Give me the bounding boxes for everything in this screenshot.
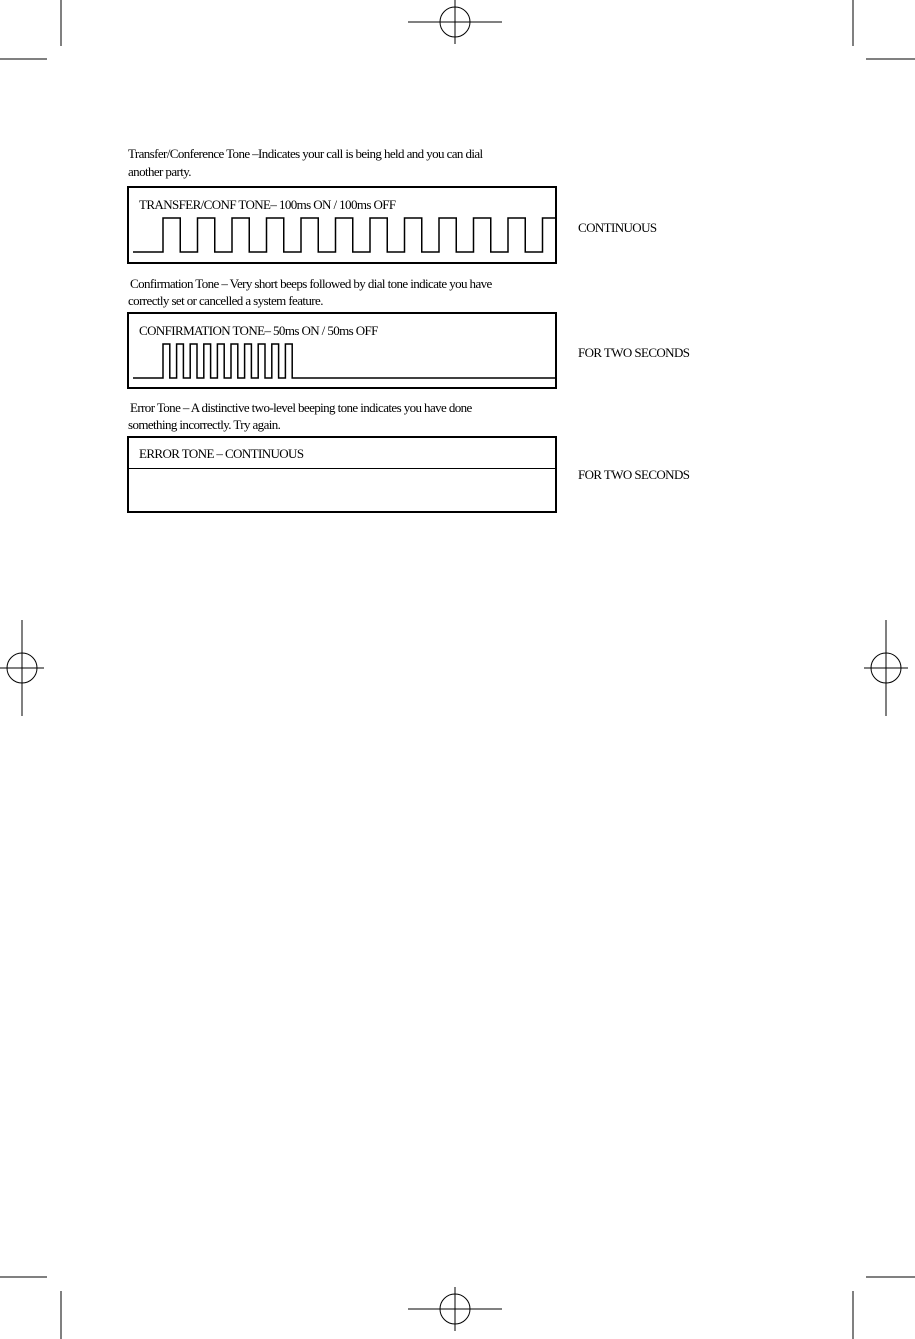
confirmation-tone-title: CONFIRMATION TONE– 50ms ON / 50ms OFF bbox=[139, 323, 378, 338]
confirmation-tone-description: Confirmation Tone – Very short beeps followed by dial tone indicate you have bbox=[130, 276, 492, 291]
confirmation-tone-description-cont: correctly set or cancelled a system feature. bbox=[128, 293, 323, 308]
confirmation-tone-duration: FOR TWO SECONDS bbox=[578, 345, 690, 360]
error-tone-duration: FOR TWO SECONDS bbox=[578, 467, 690, 482]
registration-target bbox=[408, 0, 502, 44]
error-tone-description-cont: something incorrectly. Try again. bbox=[128, 417, 281, 432]
error-tone-panel bbox=[127, 436, 557, 513]
transfer-tone-duration: CONTINUOUS bbox=[578, 220, 657, 235]
transfer-tone-description: Transfer/Conference Tone –Indicates your call is being held and you can dial bbox=[128, 146, 483, 161]
confirmation-tone-waveform bbox=[129, 314, 557, 389]
registration-target bbox=[0, 620, 44, 716]
transfer-tone-panel bbox=[127, 186, 557, 264]
confirmation-tone-panel bbox=[127, 312, 557, 389]
transfer-tone-waveform bbox=[129, 188, 557, 264]
transfer-tone-title: TRANSFER/CONF TONE– 100ms ON / 100ms OFF bbox=[139, 197, 396, 212]
registration-target bbox=[864, 620, 908, 716]
error-tone-divider bbox=[129, 468, 555, 469]
error-tone-description: Error Tone – A distinctive two-level beeping tone indicates you have done bbox=[130, 400, 472, 415]
registration-target bbox=[408, 1287, 502, 1331]
error-tone-title: ERROR TONE – CONTINUOUS bbox=[139, 446, 304, 461]
transfer-tone-description-cont: another party. bbox=[128, 164, 191, 179]
